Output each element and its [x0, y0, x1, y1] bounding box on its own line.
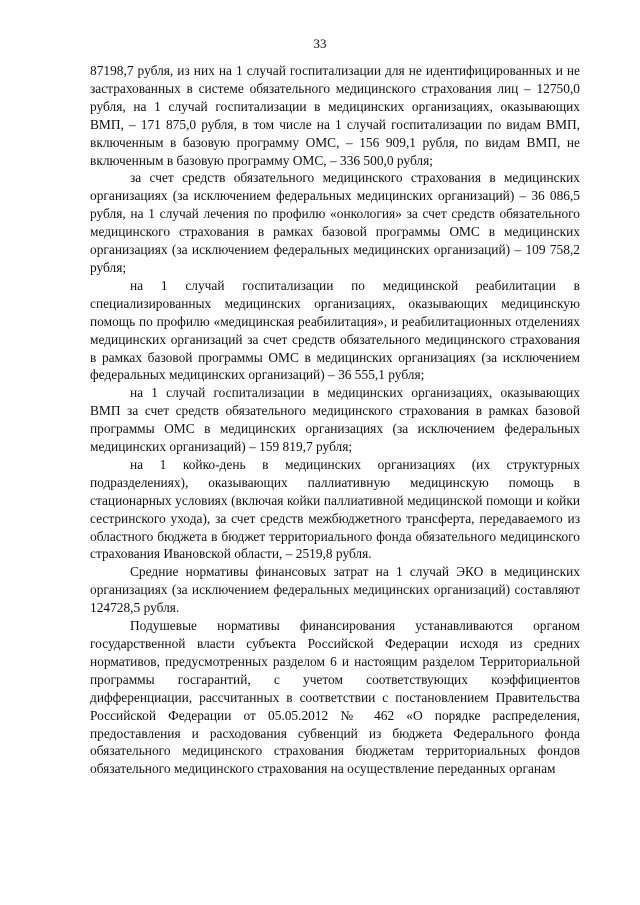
paragraph-ivf-costs: Средние нормативы финансовых затрат на 1 случай ЭКО в медицинских организациях (за исключением федеральных медицинских организаций) составляют 124728,5 рубля.: [90, 564, 580, 616]
paragraph-day-hospital-costs: за счет средств обязательного медицинского страхования в медицинских организациях (за исключением федеральных медицинских организаций) – 36 086,5 рубля, на 1 случай лечения по профилю «онкология» за счет средств обязательного медицинского страхования в рамках базовой программы ОМС в медицинских организациях (за исключением федеральных медицинских организаций) – 109 758,2 рубля;: [90, 170, 580, 275]
paragraph-per-capita-norms: Подушевые нормативы финансирования устанавливаются органом государственной власти субъекта Российской Федерации исходя из средних нормативов, предусмотренных разделом 6 и настоящим разделом Территориальной программы госгарантий, с учетом соответствующих коэффициентов дифференциации, рассчитанных в соответствии с постановлением Правительства Российской Федерации от 05.05.2012 № 462 «О порядке распределения, предоставления и расходования субвенций из бюджета Федерального фонда обязательного медицинского страхования бюджетам территориальных фондов обязательного медицинского страхования на осуществление переданных органам: [90, 618, 580, 777]
paragraph-hightech-care-costs: на 1 случай госпитализации в медицинских организациях, оказывающих ВМП за счет средств обязательного медицинского страхования в рамках базовой программы ОМС в медицинских организациях (за исключением федеральных медицинских организаций) – 159 819,7 рубля;: [90, 385, 580, 455]
document-body: [90, 62, 580, 778]
page-number: 33: [313, 36, 327, 51]
paragraph-rehabilitation-costs: на 1 случай госпитализации по медицинской реабилитации в специализированных медицинских организациях, оказывающих медицинскую помощь по профилю «медицинская реабилитация», и реабилитационных отделениях медицинских организаций за счет средств обязательного медицинского страхования в рамках базовой программы ОМС в медицинских организациях (за исключением федеральных медицинских организаций) – 36 555,1 рубля;: [90, 277, 580, 383]
paragraph-inpatient-costs: 87198,7 рубля, из них на 1 случай госпитализации для не идентифицированных и не застрахованных в системе обязательного медицинского страхования лиц – 12750,0 рубля, на 1 случай госпитализации в медицинских организациях, оказывающих ВМП, – 171 875,0 рубля, в том числе на 1 случай госпитализации по видам ВМП, включенным в базовую программу ОМС, – 156 909,1 рубля, по видам ВМП, не включенным в базовую программу ОМС, – 336 500,0 рубля;: [90, 63, 580, 168]
paragraph-palliative-bed-day-costs: на 1 койко-день в медицинских организациях (их структурных подразделениях), оказывающих паллиативную медицинскую помощь в стационарных условиях (включая койки паллиативной медицинской помощи и койки сестринского ухода), за счет средств межбюджетного трансферта, передаваемого из областного бюджета в бюджет территориального фонда обязательного медицинского страхования Ивановской области, – 2519,8 рубля.: [90, 456, 580, 562]
